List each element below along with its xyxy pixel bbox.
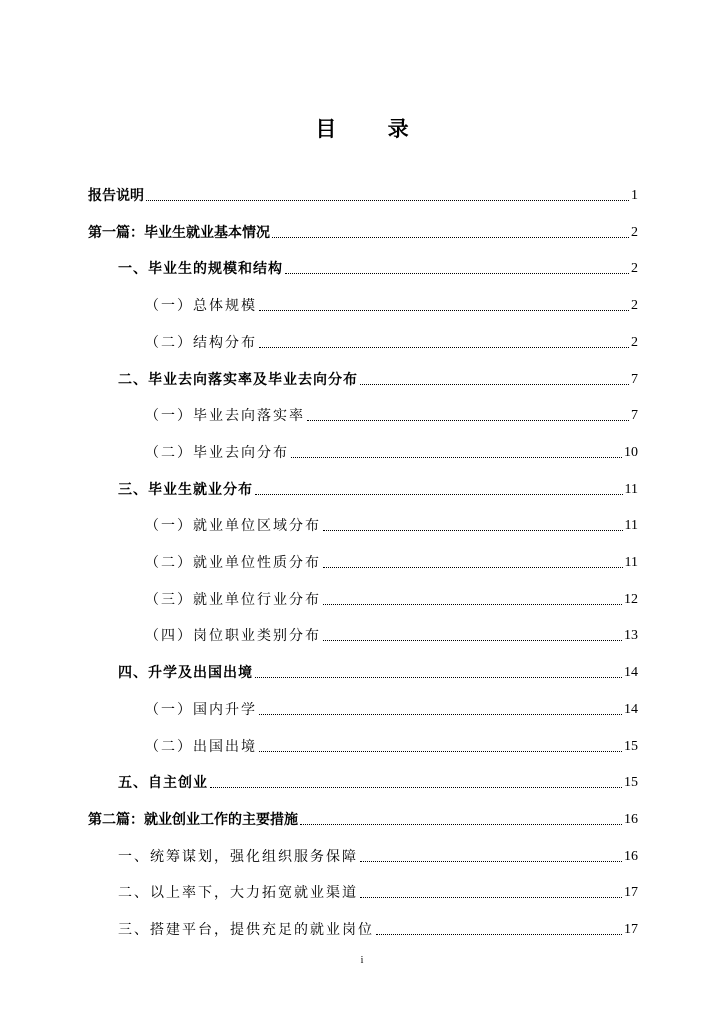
toc-entry-label: （二）结构分布 — [145, 335, 257, 351]
toc-entry-label: 报告说明 — [88, 188, 144, 204]
toc-entry-page-number: 14 — [624, 702, 638, 717]
toc-entry[interactable] — [118, 477, 638, 499]
toc-entry[interactable] — [145, 440, 638, 462]
toc-entry[interactable] — [145, 734, 638, 756]
toc-entry-label: （三）就业单位行业分布 — [145, 592, 321, 608]
toc-entry-label: （二）就业单位性质分布 — [145, 555, 321, 571]
toc-entry[interactable] — [118, 367, 638, 389]
toc-entry-label: 第一篇：毕业生就业基本情况 — [88, 225, 270, 241]
toc-entry[interactable] — [145, 293, 638, 315]
page-title: 目 录 — [315, 117, 431, 141]
toc-entry-label: （二）出国出境 — [145, 739, 257, 755]
toc-entry-page-number: 2 — [631, 298, 638, 313]
toc-dot-leader — [323, 567, 623, 568]
toc-entry-label: （二）毕业去向分布 — [145, 445, 289, 461]
toc-entry[interactable] — [118, 256, 638, 278]
toc-entry-label: （一）就业单位区域分布 — [145, 518, 321, 534]
toc-dot-leader — [323, 604, 622, 605]
toc-entry-label: 三、搭建平台，提供充足的就业岗位 — [118, 922, 374, 938]
toc-entry-page-number: 1 — [631, 188, 638, 203]
toc-dot-leader — [323, 640, 622, 641]
toc-entry-label: 第二篇：就业创业工作的主要措施 — [88, 812, 298, 828]
toc-entry-label: 三、毕业生就业分布 — [118, 482, 253, 498]
toc-entry-label: 四、升学及出国出境 — [118, 665, 253, 681]
toc-dot-leader — [300, 824, 622, 825]
toc-entry-label: 二、毕业去向落实率及毕业去向分布 — [118, 372, 358, 388]
toc-entry[interactable] — [88, 220, 638, 242]
toc-entry-label: 二、以上率下，大力拓宽就业渠道 — [118, 885, 358, 901]
toc-dot-leader — [210, 787, 622, 788]
toc-entry-page-number: 11 — [624, 555, 638, 570]
toc-entry[interactable] — [145, 330, 638, 352]
toc-entry-page-number: 2 — [631, 261, 638, 276]
toc-dot-leader — [360, 384, 629, 385]
toc-dot-leader — [259, 714, 622, 715]
toc-dot-leader — [376, 934, 622, 935]
toc-entry-page-number: 15 — [624, 775, 638, 790]
toc-entry-page-number: 17 — [624, 922, 638, 937]
toc-entry[interactable] — [88, 807, 638, 829]
toc-entry[interactable] — [118, 770, 638, 792]
toc-dot-leader — [146, 200, 629, 201]
toc-entry-page-number: 11 — [624, 482, 638, 497]
toc-entry[interactable] — [145, 513, 638, 535]
toc-entry[interactable] — [145, 623, 638, 645]
toc-entry[interactable] — [145, 403, 638, 425]
toc-entry[interactable] — [118, 844, 638, 866]
toc-entry-label: （一）总体规模 — [145, 298, 257, 314]
toc-entry-label: 一、统筹谋划，强化组织服务保障 — [118, 849, 358, 865]
page-number: i — [360, 955, 364, 966]
toc-entry-page-number: 14 — [624, 665, 638, 680]
toc-dot-leader — [255, 677, 622, 678]
toc-dot-leader — [285, 273, 629, 274]
toc-dot-leader — [323, 530, 623, 531]
toc-entry-page-number: 15 — [624, 739, 638, 754]
toc-dot-leader — [360, 897, 622, 898]
toc-entry-page-number: 7 — [631, 408, 638, 423]
toc-entry-page-number: 12 — [624, 592, 638, 607]
toc-entry[interactable] — [145, 550, 638, 572]
toc-entry-label: （一）毕业去向落实率 — [145, 408, 305, 424]
toc-entry[interactable] — [145, 587, 638, 609]
toc-dot-leader — [291, 457, 622, 458]
toc-dot-leader — [272, 237, 629, 238]
toc-dot-leader — [259, 310, 629, 311]
toc-entry-page-number: 16 — [624, 812, 638, 827]
toc-entry-label: （四）岗位职业类别分布 — [145, 628, 321, 644]
toc-entry-label: 五、自主创业 — [118, 775, 208, 791]
toc-dot-leader — [259, 347, 629, 348]
toc-entry[interactable] — [118, 917, 638, 939]
toc-entry-label: 一、毕业生的规模和结构 — [118, 261, 283, 277]
toc-entry-page-number: 17 — [624, 885, 638, 900]
toc-dot-leader — [259, 751, 622, 752]
toc-dot-leader — [360, 861, 622, 862]
toc-entry-page-number: 2 — [631, 335, 638, 350]
toc-entry-page-number: 7 — [631, 372, 638, 387]
toc-entry[interactable] — [118, 880, 638, 902]
toc-entry-page-number: 2 — [631, 225, 638, 240]
toc-entry-page-number: 13 — [624, 628, 638, 643]
toc-entry-page-number: 16 — [624, 849, 638, 864]
toc-entry[interactable] — [88, 183, 638, 205]
toc-dot-leader — [307, 420, 629, 421]
toc-entry-page-number: 11 — [624, 518, 638, 533]
toc-entry[interactable] — [118, 660, 638, 682]
toc-dot-leader — [255, 494, 623, 495]
toc-entry-page-number: 10 — [624, 445, 638, 460]
toc-entry-label: （一）国内升学 — [145, 702, 257, 718]
toc-entry[interactable] — [145, 697, 638, 719]
